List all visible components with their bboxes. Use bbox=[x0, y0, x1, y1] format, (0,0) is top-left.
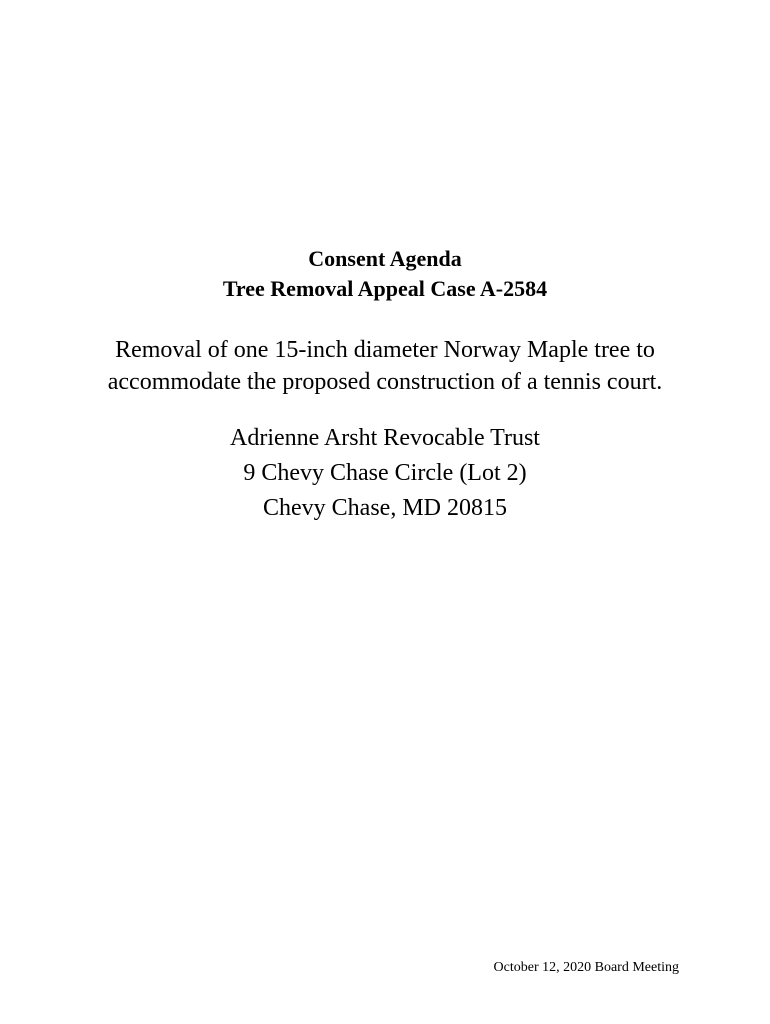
city-state-zip: Chevy Chase, MD 20815 bbox=[263, 495, 507, 521]
meeting-date-footer: October 12, 2020 Board Meeting bbox=[493, 960, 679, 975]
owner-name: Adrienne Arsht Revocable Trust bbox=[230, 425, 540, 451]
street-address: 9 Chevy Chase Circle (Lot 2) bbox=[243, 460, 527, 486]
description-line-2: accommodate the proposed construction of a tennis court. bbox=[107, 369, 663, 395]
description-line-1: Removal of one 15-inch diameter Norway Maple tree to bbox=[115, 337, 655, 363]
agenda-title: Consent Agenda bbox=[308, 246, 462, 271]
property-address bbox=[0, 421, 770, 526]
agenda-heading bbox=[0, 244, 770, 304]
case-title: Tree Removal Appeal Case A-2584 bbox=[222, 276, 548, 301]
case-description bbox=[40, 334, 730, 398]
